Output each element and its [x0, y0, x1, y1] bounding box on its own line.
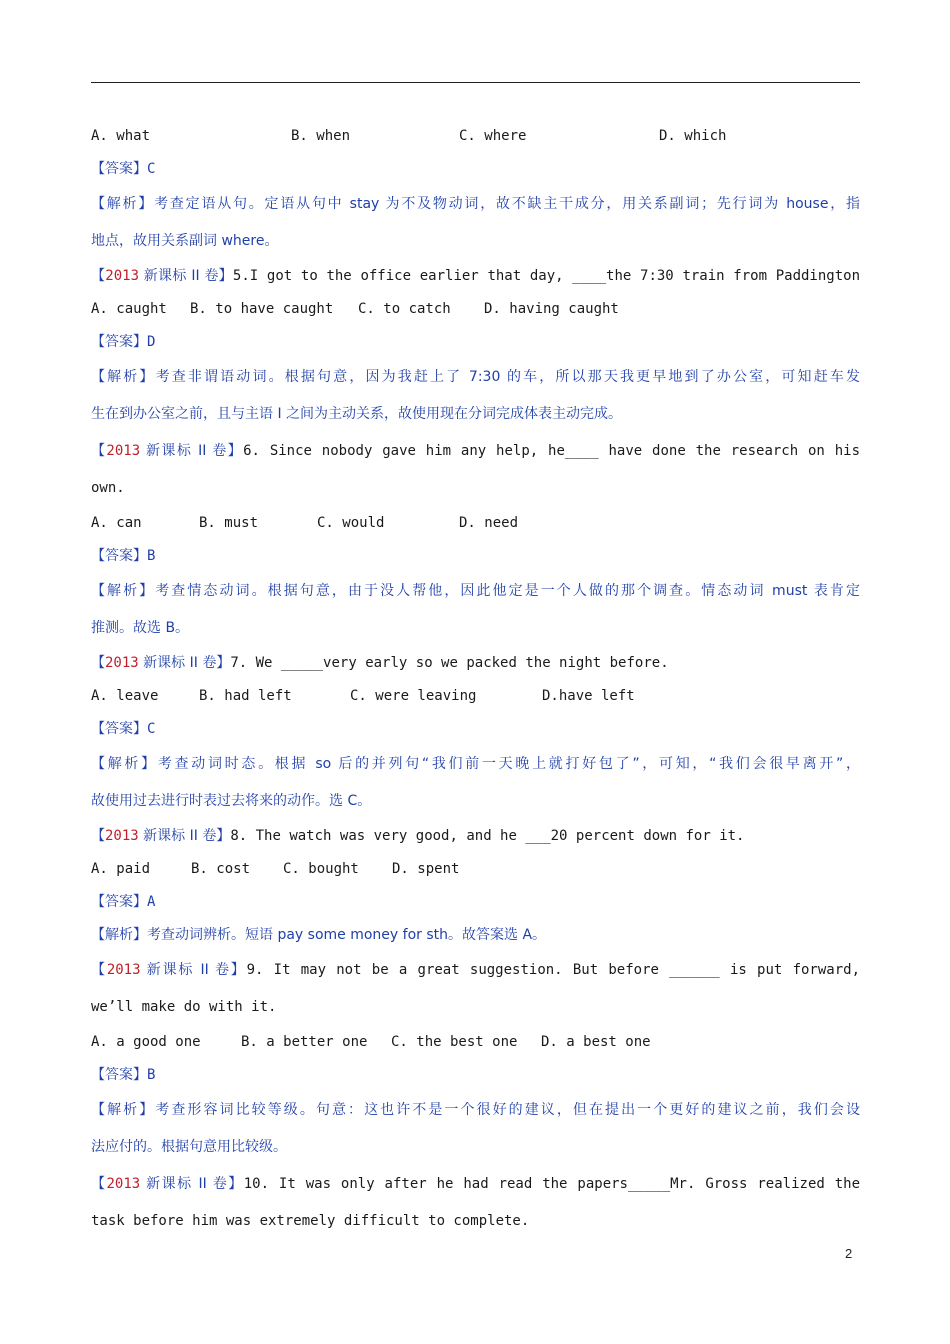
q7-options	[91, 680, 860, 713]
q9-option-d: D. a best one	[541, 1034, 651, 1050]
q6-option-c: C. would	[317, 515, 385, 531]
q8-option-c: C. bought	[283, 861, 359, 877]
page-number: 2	[845, 1246, 853, 1261]
q6-question: 【2013 新课标 II 卷】6. Since nobody gave him any help, he____ have done the research on his own.	[91, 443, 860, 496]
q9-answer: 【答案】B	[91, 1067, 156, 1083]
q7-option-c: C. were leaving	[350, 688, 477, 704]
q7-option-b: B. had left	[199, 688, 292, 704]
q9-option-b: B. a better one	[241, 1034, 368, 1050]
q8-analysis: 【解析】考查动词辨析。短语 pay some money for sth。故答案选 A。	[91, 927, 547, 943]
q7-option-a: A. leave	[91, 688, 159, 704]
q6-analysis: 【解析】考查情态动词。根据句意，由于没人帮他，因此他定是一个人做的那个调查。情态动词 must 表肯定 推测。故选 B。	[91, 583, 860, 636]
q4-answer: 【答案】C	[91, 161, 156, 177]
q6-answer: 【答案】B	[91, 548, 156, 564]
q8-option-a: A. paid	[91, 861, 151, 877]
q4-option-b: B. when	[291, 128, 351, 144]
q5-option-c: C. to catch	[358, 301, 451, 317]
q4-options	[91, 120, 860, 153]
q6-option-a: A. can	[91, 515, 142, 531]
q5-option-a: A. caught	[91, 301, 167, 317]
q8-option-b: B. cost	[191, 861, 251, 877]
q5-option-b: B. to have caught	[190, 301, 334, 317]
q8-question: 【2013 新课标 II 卷】8. The watch was very good, and he ___20 percent down for it.	[91, 828, 745, 844]
q8-option-d: D. spent	[392, 861, 460, 877]
q6-option-d: D. need	[459, 515, 519, 531]
q8-answer: 【答案】A	[91, 894, 156, 910]
q8-options	[91, 853, 860, 886]
q5-options	[91, 293, 860, 326]
q4-analysis: 【解析】考查定语从句。定语从句中 stay 为不及物动词，故不缺主干成分，用关系副词；先行词为 house，指 地点，故用关系副词 where。	[91, 196, 860, 249]
q4-option-a: A. what	[91, 128, 151, 144]
q7-option-d: D.have left	[542, 688, 635, 704]
q6-options	[91, 507, 860, 540]
q5-analysis: 【解析】考查非谓语动词。根据句意，因为我赶上了 7:30 的车，所以那天我更早地到了办公室，可知赶车发 生在到办公室之前，且与主语 I 之间为主动关系，故使用现在分词完成体表主动完成。	[91, 369, 860, 422]
q9-question: 【2013 新课标 II 卷】9. It may not be a great suggestion. But before ______ is put forward, we’ll make do with it.	[91, 962, 860, 1015]
q7-question: 【2013 新课标 II 卷】7. We _____very early so we packed the night before.	[91, 655, 669, 671]
q5-question: 【2013 新课标 II 卷】5.I got to the office earlier that day, ____the 7:30 train from Paddington	[91, 268, 860, 284]
q7-analysis: 【解析】考查动词时态。根据 so 后的并列句“我们前一天晚上就打好包了”，可知，“我们会很早离开”， 故使用过去进行时表过去将来的动作。选 C。	[91, 756, 860, 809]
q4-option-c: C. where	[459, 128, 527, 144]
q6-option-b: B. must	[199, 515, 259, 531]
q10-question: 【2013 新课标 II 卷】10. It was only after he had read the papers_____Mr. Gross realized the task before him was extremely difficult to complete.	[91, 1176, 860, 1229]
q7-answer: 【答案】C	[91, 721, 156, 737]
q9-option-c: C. the best one	[391, 1034, 518, 1050]
header-rule	[91, 82, 860, 83]
q4-option-d: D. which	[659, 128, 727, 144]
q9-options	[91, 1026, 860, 1059]
q9-option-a: A. a good one	[91, 1034, 201, 1050]
q5-option-d: D. having caught	[484, 301, 619, 317]
q9-analysis: 【解析】考查形容词比较等级。句意：这也许不是一个很好的建议，但在提出一个更好的建议之前，我们会设 法应付的。根据句意用比较级。	[91, 1102, 860, 1155]
document-body	[91, 120, 860, 1240]
q5-answer: 【答案】D	[91, 334, 156, 350]
